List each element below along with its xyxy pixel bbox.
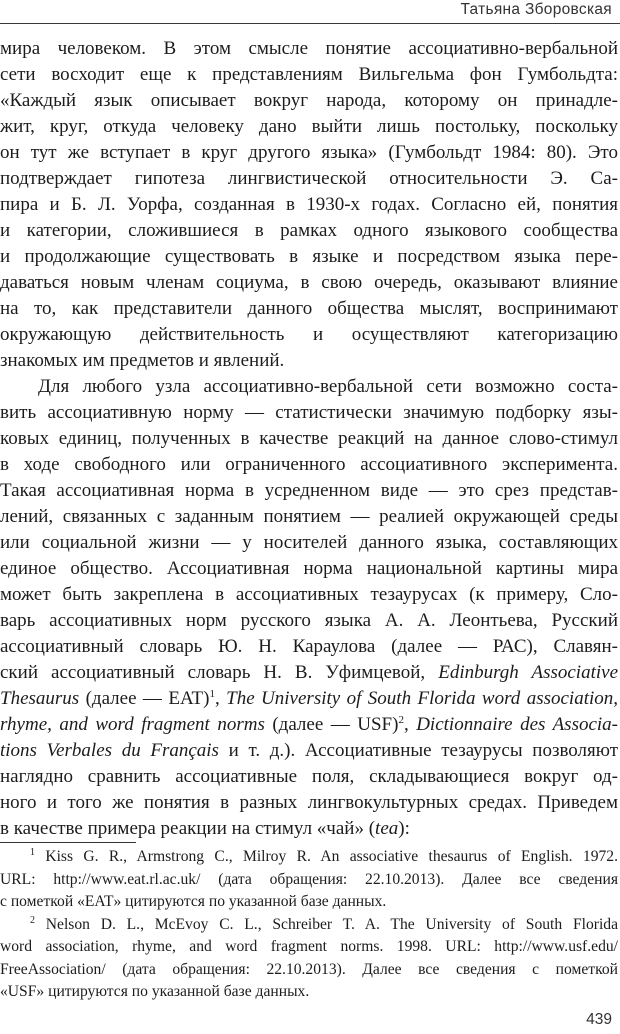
text-fragment: Kiss G. R., Armstrong C., Milroy R. An associative thesaurus of English. 1972. bbox=[45, 848, 618, 865]
footnote-2 bbox=[0, 914, 618, 1004]
page-number: 439 bbox=[586, 1011, 612, 1028]
text-line: знакомых им предметов и явлений. bbox=[0, 350, 285, 371]
text-fragment: Nelson D. L., McEvoy C. L., Schreiber T. A. The University of South Florida bbox=[45, 915, 619, 933]
text-line: даваться новым членам социума, в свою очередь, оказывают влияние bbox=[0, 272, 618, 293]
text-line: сети восходит еще к представлениям Вильгельма фон Гумбольдта: bbox=[0, 64, 618, 85]
footnote-line: «USF» цитируются по указанной базе данных. bbox=[0, 983, 310, 1000]
text-line: ковых единиц, полученных в качестве реакций на данное слово-стимул bbox=[0, 428, 618, 449]
text-line: жит, круг, откуда человеку дано выйти лишь постольку, поскольку bbox=[0, 116, 618, 137]
italic-title: tions Verbales du Français bbox=[0, 740, 219, 761]
footnote-mark: 1 bbox=[30, 847, 35, 858]
footnote-line: с пометкой «EAT» цитируются по указанной базе данных. bbox=[0, 893, 387, 910]
text-line: ассоциативный словарь Ю. Н. Караулова (далее — РАС), Славян- bbox=[0, 636, 618, 657]
text-line: он тут же вступает в круг другого языка» (Гумбольдт 1984: 80). Это bbox=[0, 142, 618, 163]
text-fragment: и т. д.). Ассоциативные тезаурусы позволяют bbox=[218, 740, 619, 761]
footnote-line: URL: http://www.eat.rl.ac.uk/ (дата обращения: 22.10.2013). Далее все сведения bbox=[0, 870, 618, 888]
text-line: Для любого узла ассоциативно-вербальной сети возможно соста- bbox=[38, 376, 618, 397]
text-line bbox=[0, 738, 618, 764]
footnotes bbox=[0, 846, 618, 1004]
italic-title: Dictionnaire des Associa- bbox=[416, 714, 618, 735]
text-line bbox=[0, 686, 618, 712]
text-line: Такая ассоциативная норма в усредненном виде — это срез представ- bbox=[0, 480, 618, 501]
text-line: ного и того же понятия в разных лингвокультурных средах. Приведем bbox=[0, 792, 618, 813]
text-line: или социальной жизни — у носителей данного языка, составляющих bbox=[0, 532, 618, 553]
text-line: пира и Б. Л. Уорфа, созданная в 1930-х годах. Согласно ей, понятия bbox=[0, 194, 618, 215]
footnote-line: word association, rhyme, and word fragment norms. 1998. URL: http://www.usf.edu/ bbox=[0, 938, 618, 955]
paragraph-2 bbox=[0, 374, 618, 842]
text-fragment: (далее — USF) bbox=[264, 714, 399, 735]
footnote-rule bbox=[0, 842, 136, 843]
footnote-line bbox=[0, 846, 618, 869]
text-line: и продолжающие существовать в языке и посредством языка пере- bbox=[0, 246, 618, 267]
text-line bbox=[0, 712, 618, 738]
text-line: варь ассоциативных норм русского языка А. А. Леонтьева, Русский bbox=[0, 610, 618, 631]
text-fragment: (далее — EAT) bbox=[79, 688, 210, 709]
text-line: подтверждает гипотеза лингвистической относительности Э. Са- bbox=[0, 168, 618, 189]
main-text bbox=[0, 36, 618, 842]
footnote-line bbox=[0, 914, 618, 937]
italic-title: Edinburgh Associative bbox=[438, 662, 619, 683]
text-line: и категории, сложившиеся в рамках одного языкового сообщества bbox=[0, 220, 618, 241]
footnote-line: FreeAssociation/ (дата обращения: 22.10.2013). Далее все сведения с пометкой bbox=[0, 960, 618, 978]
text-line: наглядно сравнить ассоциативные поля, складывающиеся вокруг од- bbox=[0, 766, 618, 787]
text-fragment: , bbox=[403, 714, 409, 735]
text-fragment: в качестве примера реакции на стимул «чай» ( bbox=[0, 818, 376, 839]
italic-title: rhyme, and word fragment norms bbox=[0, 714, 265, 735]
paragraph-1 bbox=[0, 36, 618, 374]
text-line: окружающую действительность и осуществляют категоризацию bbox=[0, 324, 618, 345]
running-head: Татьяна Зборовская bbox=[460, 1, 612, 18]
text-line: вить ассоциативную норму — статистически значимую подборку язы- bbox=[0, 402, 618, 423]
italic-word: tea bbox=[375, 818, 399, 839]
italic-title: The University of South Florida word association, bbox=[226, 688, 618, 709]
text-line bbox=[0, 816, 618, 842]
text-line: может быть закреплена в ассоциативных тезаурусах (к примеру, Сло- bbox=[0, 584, 618, 605]
footnote-ref[interactable]: 2 bbox=[398, 714, 404, 726]
header-rule bbox=[0, 23, 620, 24]
text-fragment: , bbox=[215, 688, 220, 709]
text-line: на то, как представители данного общества мыслят, воспринимают bbox=[0, 298, 618, 319]
text-fragment: ский ассоциативный словарь Н. В. Уфимцевой, bbox=[0, 662, 426, 683]
text-line: «Каждый язык описывает вокруг народа, которому он принадле- bbox=[0, 90, 618, 111]
italic-title: Thesaurus bbox=[0, 688, 80, 709]
text-fragment: ): bbox=[398, 818, 410, 839]
footnote-mark: 2 bbox=[30, 914, 35, 926]
footnote-ref[interactable]: 1 bbox=[209, 688, 215, 700]
text-line: мира человеком. В этом смысле понятие ассоциативно-вербальной bbox=[0, 38, 618, 59]
footnote-1 bbox=[0, 846, 618, 914]
text-line: лений, связанных с заданным понятием — реалией окружающей среды bbox=[0, 506, 618, 527]
text-line: единое общество. Ассоциативная норма национальной картины мира bbox=[0, 558, 618, 579]
text-line bbox=[0, 660, 618, 686]
text-line: в ходе свободного или ограниченного ассоциативного эксперимента. bbox=[0, 454, 618, 475]
